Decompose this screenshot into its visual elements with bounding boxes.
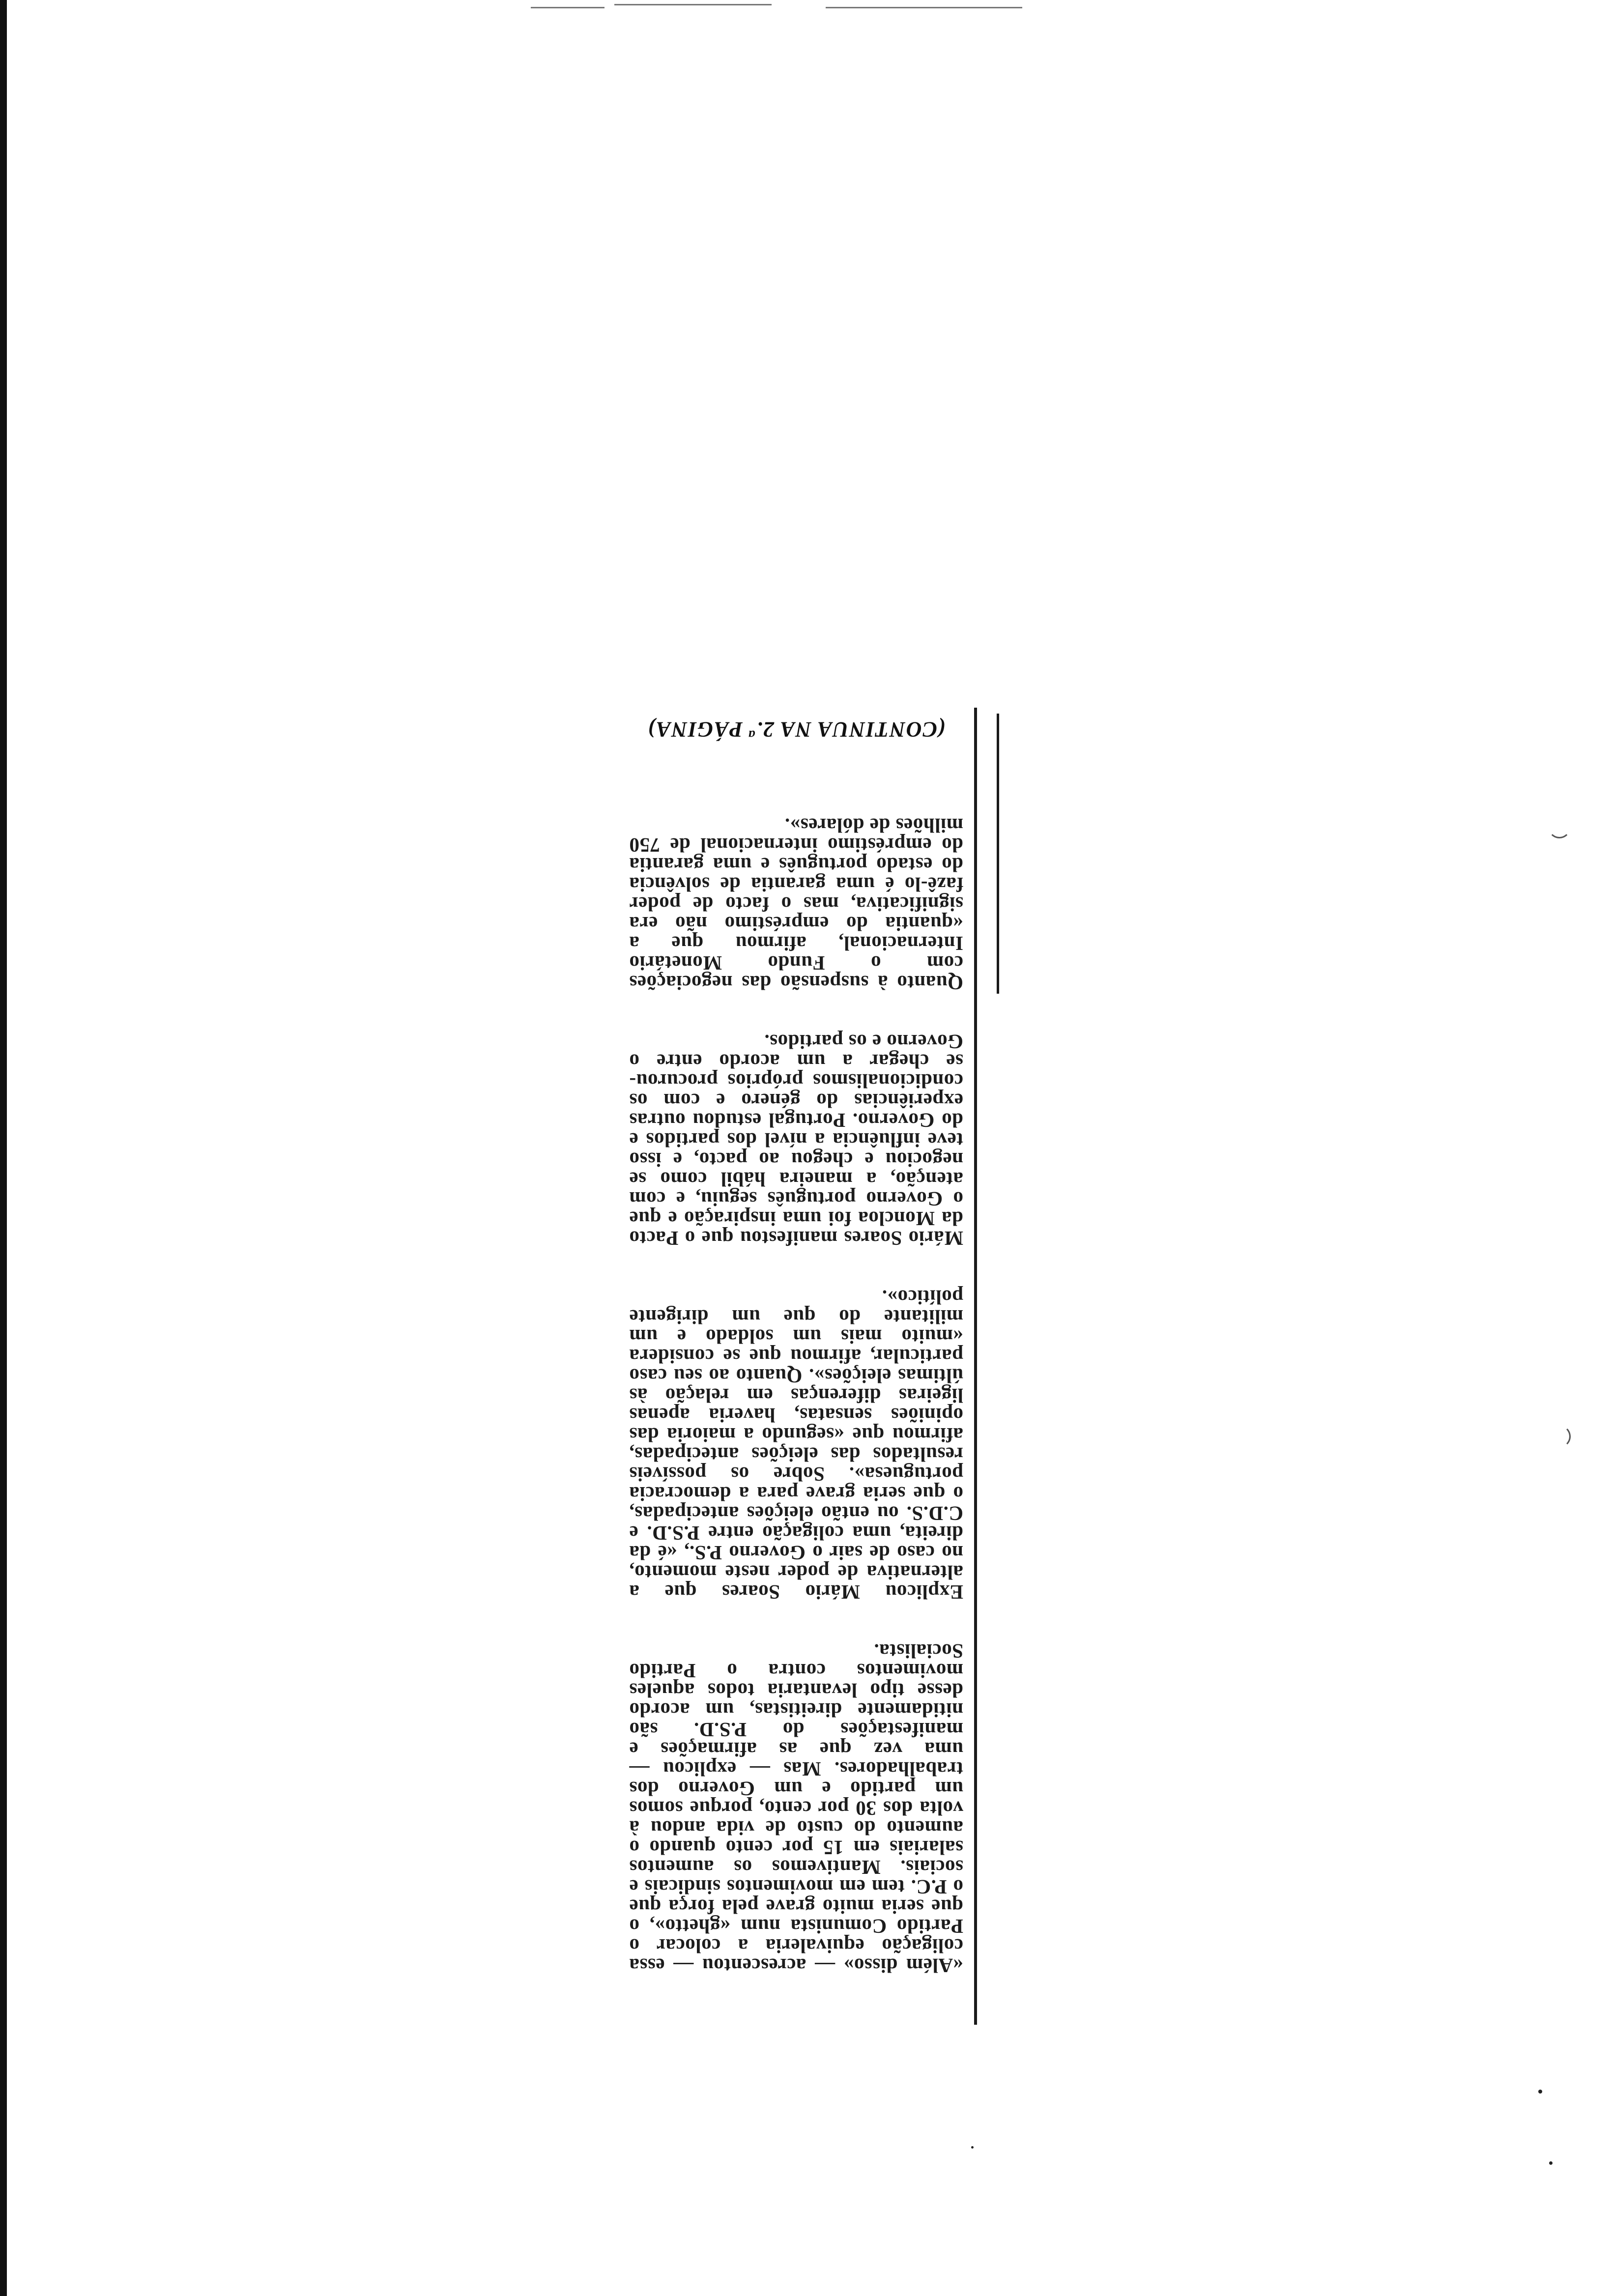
scan-edge [0, 0, 7, 2296]
clipping-rotated-content [613, 708, 977, 2025]
scan-artifact [1548, 816, 1571, 838]
column-rule [974, 708, 977, 2025]
scan-mark [826, 7, 1022, 8]
article-paragraph: Quanto à suspensão das negociações com o Fundo Monetário Internacional, afirmou que a «quantia do empréstimo não era significativa, mas o facto de poder fazê-lo é uma garantia de solvência do estado português e uma garantia do empréstimo internacional de 750 milhões de dólares». [624, 814, 963, 994]
scan-mark [531, 7, 604, 8]
article-body [624, 776, 963, 2015]
continuation-note: (CONTINUA NA 2.ª PÁGINA) [647, 718, 946, 742]
scan-speck [1549, 2161, 1553, 2165]
newspaper-clipping [613, 708, 977, 2025]
scan-artifact [1548, 1425, 1571, 1448]
scan-speck [971, 2146, 974, 2149]
article-paragraph: «Além disso» — acrescentou — essa coligação equivaleria a colocar o Partido Comunista num «ghetto», o que seria muito grave pela força que o P.C. tem em movimentos sindicais e sociais. Mantivemos os aumentos salariais em 15 por cento quando o aumento do custo de vida andou à volta dos 30 por cento, porque somos um partido e um Governo dos trabalhadores. Mas — explicou — uma vez que as afirmações e manifestações do P.S.D. são nitidamente direitistas, um acordo desse tipo levantaria todos aqueles movimentos contra o Partido Socialista. [624, 1640, 963, 1977]
column-rule [997, 714, 999, 994]
scan-mark [614, 4, 772, 5]
scan-speck [1538, 2090, 1542, 2094]
article-paragraph: Explicou Mário Soares que a alternativa de poder neste momento, no caso de sair o Governo P.S., «é da direita, uma coligação entre P.S.D. e C.D.S. ou então eleições antecipadas, o que seria grave para a democracia portuguesa». Sobre os possíveis resultados das eleições antecipadas, afirmou que «segundo a maioria das opiniões sensatas, haveria apenas ligeiras diferenças em relação às últimas eleições». Quanto ao seu caso particular, afirmou que se considera «muito mais um soldado e um militante do que um dirigente político». [624, 1286, 963, 1604]
article-paragraph: Mário Soares manifestou que o Pacto da Moncloa foi uma inspiração e que o Governo português seguiu, e com atenção, a maneira hábil como se negociou e chegou ao pacto, e isso teve influência a nível dos partidos e do Governo. Portugal estudou outras experiências do género e com os condicionalismos próprios procurou-se chegar a um acordo entre o Governo e os partidos. [624, 1031, 963, 1250]
